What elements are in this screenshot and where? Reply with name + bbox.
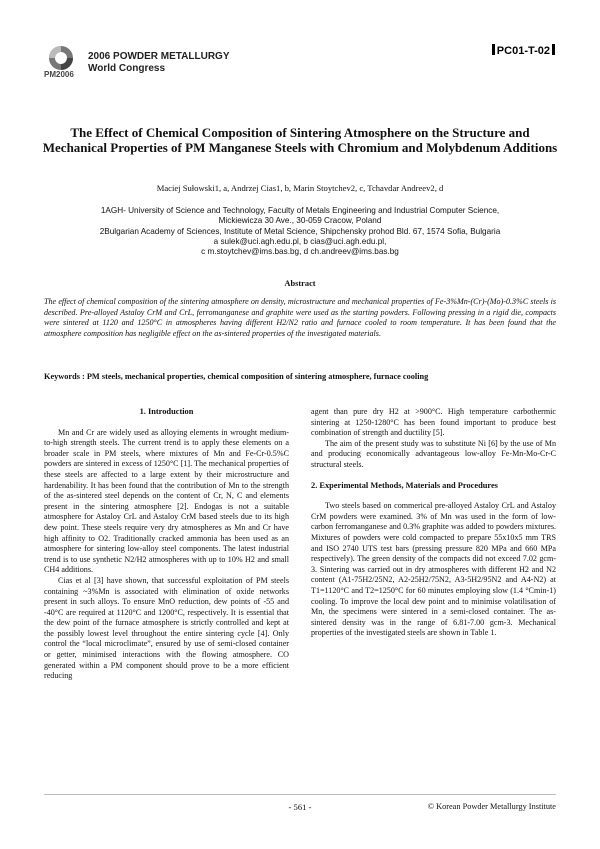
congress-line-1: 2006 POWDER METALLURGY [88,51,230,62]
left-column [44,407,289,682]
congress-line-2: World Congress [88,63,166,74]
congress-name [88,51,230,75]
abstract: The effect of chemical composition of the sintering atmosphere on density, microstructure and mechanical properties of Fe-3%Mn-(Cr)-(Mo)-0.3%C steels is described. Pre-alloyed Astaloy CrM and CrL, ferromanganese and graphite were used as the starting powders. Following pressing in a rigid die, compacts were sintered at 1120 and 1250°C in atmospheres having different H2/N2 ratio and furnace cooled to room temperature. It has been found that the atmosphere composition has negligible effect on the as-sintered properties of the investigated materials. [44,297,556,338]
affiliation-2: 2Bulgarian Academy of Sciences, Institute of Metal Science, Shipchensky prohod Bld. 67, 1574 Sofia, Bulgaria [99,226,501,236]
paper-code [490,44,557,57]
intro-paragraph-3: agent than pure dry H2 at >900°C. High temperature carbothermic sintering at 1250-1280°C has been found important to produce best combination of strength and ductility [5]. [311,407,556,438]
abstract-heading: Abstract [284,279,316,288]
emails-line-1: a sulek@uci.agh.edu.pl, b cias@uci.agh.edu.pl, [213,236,387,246]
paper-code-text: PC01-T-02 [496,45,550,57]
page-number: - 561 - [288,802,312,812]
emails-line-2: c m.stoytchev@ims.bas.bg, d ch.andreev@ims.bas.bg [201,247,399,257]
keywords: Keywords : PM steels, mechanical properties, chemical composition of sintering atmosphere, furnace cooling [44,372,429,381]
right-column [311,407,556,639]
copyright: © Korean Powder Metallurgy Institute [427,802,556,811]
logo-caption: PM2006 [44,70,74,79]
authors: Maciej Sułowski1, a, Andrzej Cias1, b, Marin Stoytchev2, c, Tchavdar Andreev2, d [156,183,444,193]
intro-paragraph-4: The aim of the present study was to substitute Ni [6] by the use of Mn and producing economically advantageous low-alloy Fe-Mn-Mo-Cr-C structural steels. [311,438,556,469]
footer-divider [44,794,556,795]
paper-title: The Effect of Chemical Composition of Sintering Atmosphere on the Structure and Mechanical Properties of PM Manganese Steels with Chromium and Molybdenum Additions [42,125,558,155]
intro-paragraph-1: Mn and Cr are widely used as alloying elements in wrought medium-to-high strength steels. The current trend is to apply these elements on a broader scale in PM steels, where mixtures of Mn and Fe-Cr-0.5%C powders are sintered in excess of 1250°C [1]. The mechanical properties of these steels are affected to a large extent by their microstructure and hardenability. It has been found that the contribution of Mn to the strength of the as-sintered steel depends on the content of Cr, N, C and elements present in the sintering atmosphere [2]. Endogas is not a suitable atmosphere for Astaloy CrL and Astaloy CrM based steels due to its high dew point. These steels require very dry atmospheres as Mn and Cr have high affinity to O2. Traditionally cracked ammonia has been used as an atmosphere for sintering low-alloy steel components. The latest industrial trend is to use synthetic N2/H2 atmospheres with up to 10% H2 and small CH4 additions. [44,427,289,575]
section-heading-introduction: 1. Introduction [139,407,194,416]
affiliation-1-address: Mickiewicza 30 Ave., 30-059 Cracow, Poland [218,216,382,226]
intro-paragraph-2: Cias et al [3] have shown, that successful exploitation of PM steels containing ~3%Mn is associated with elimination of oxide networks present in such alloys. To ensure MnO reduction, dew points of -55 and -40°C are required at 1120°C and 1200°C, respectively. It is essential that the dew point of the furnace atmosphere is strictly controlled and kept at the possibly lowest level throughout the entire sintering cycle [4]. Only control the “local microclimate”, ensured by use of semi-closed container or getter, minimised interactions with the flowing atmosphere. CO generated within a PM component should prove to be a more efficient reducing [44,575,289,681]
affiliations [40,206,560,257]
section-heading-experimental: 2. Experimental Methods, Materials and Procedures [311,480,498,490]
affiliation-1: 1AGH- University of Science and Technology, Faculty of Metals Engineering and Industrial Computer Science, [100,206,500,215]
experimental-paragraph-1: Two steels based on commerical pre-alloyed Astaloy CrL and Astaloy CrM powders were examined. 3% of Mn was used in the form of low-carbon ferromanganese and 0.3% graphite was added to powders mixtures. Mixtures of powders were cold compacted to prepare 55x10x5 mm TRS and ISO 2740 UTS test bars (pressing pressure 820 MPa and 660 MPa respectively). The green density of the compacts did not exceed 7.02 gcm-3. Sintering was carried out in dry atmospheres with different H2 and N2 content (A1-75H2/25N2, A2-25H2/75N2, A3-5H2/95N2 and A4-N2) at T1=1120°C and T2=1250°C for 60 minutes employing slow (1.4 °Cmin-1) cooling. To improve the local dew point and to minimise volatilisation of Mn, the specimens were sintered in a semi-closed container. The as-sintered density was in the range of 6.81-7.00 gcm-3. Mechanical properties of the investigated steels are shown in Table 1. [311,501,556,638]
